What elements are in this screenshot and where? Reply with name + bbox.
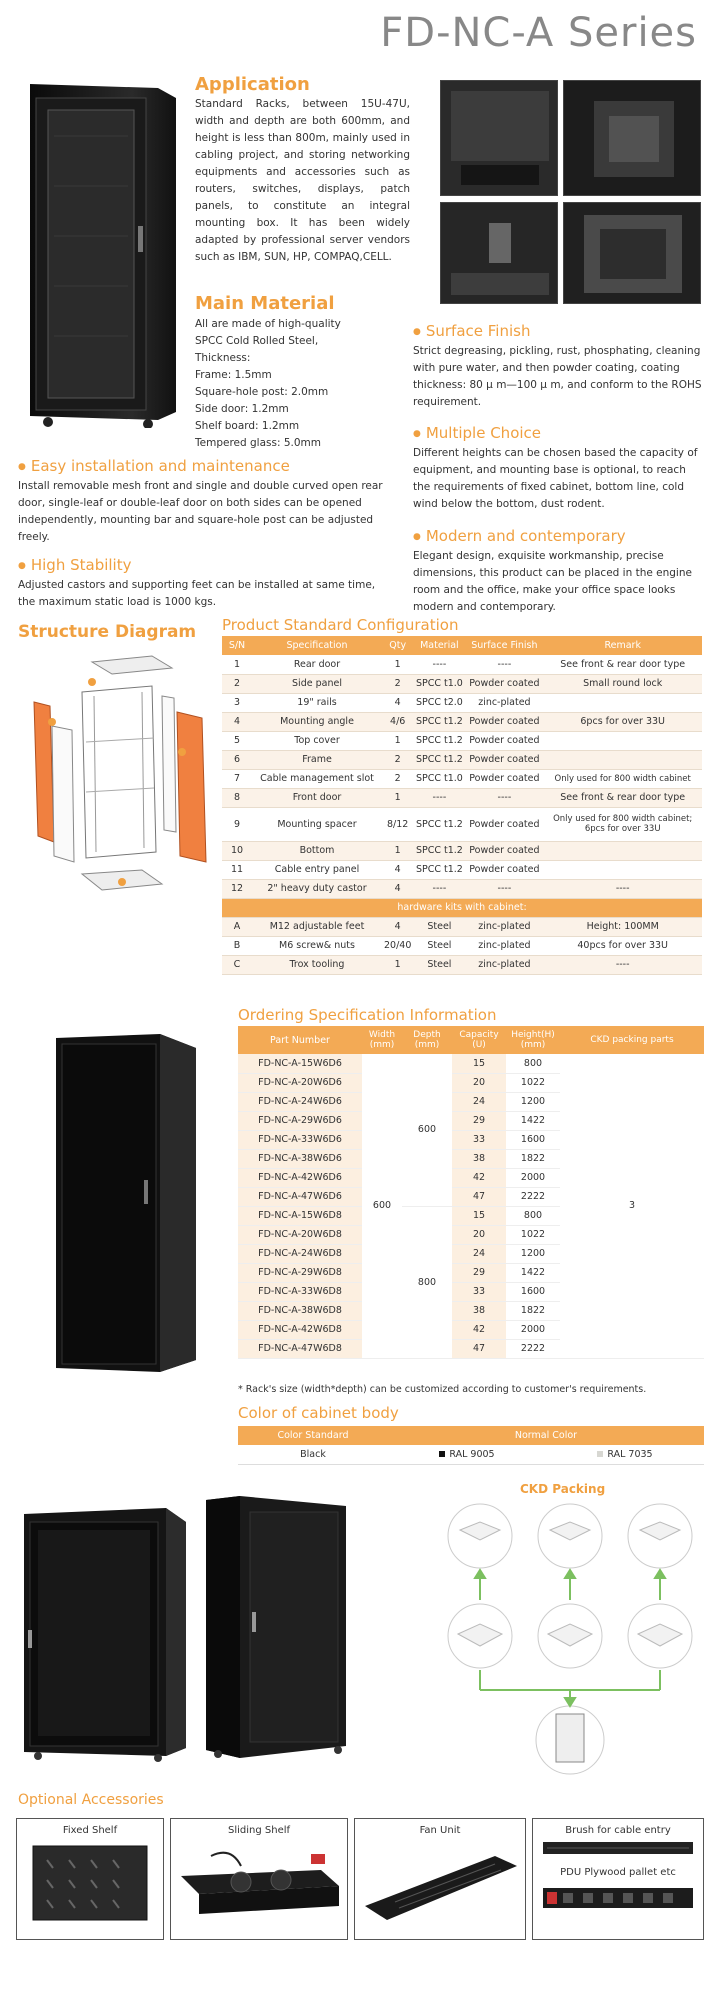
table-row: FD-NC-A-33W6D8 33 1600	[238, 1282, 704, 1301]
material-line: Square-hole post: 2.0mm	[195, 386, 329, 398]
material-line: SPCC Cold Rolled Steel,	[195, 335, 319, 347]
accessory-fixed-shelf: Fixed Shelf	[16, 1818, 164, 1940]
table-row: 1 Rear door 1 ---- ---- See front & rear door type	[222, 655, 702, 674]
ordering-heading: Ordering Specification Information	[238, 1006, 497, 1024]
table-row: FD-NC-A-20W6D6 20 1022	[238, 1073, 704, 1092]
table-row: 4 Mounting angle 4/6 SPCC t1.2 Powder coated 6pcs for over 33U	[222, 712, 702, 731]
col-depth: Depth (mm)	[402, 1026, 452, 1054]
table-row: FD-NC-A-15W6D6 600 600 15 800 3	[238, 1054, 704, 1073]
col-capacity: Capacity (U)	[452, 1026, 506, 1054]
table-row: 8 Front door 1 ---- ---- See front & rear door type	[222, 788, 702, 807]
table-row: FD-NC-A-42W6D8 42 2000	[238, 1320, 704, 1339]
col-qty: Qty	[382, 636, 413, 655]
swatch-ral-7035	[597, 1451, 603, 1457]
material-line: Tempered glass: 5.0mm	[195, 437, 321, 449]
table-row: C Trox tooling 1 Steel zinc-plated ----	[222, 955, 702, 974]
material-line: All are made of high-quality	[195, 318, 341, 330]
material-line: Side door: 1.2mm	[195, 403, 289, 415]
swatch-ral-9005	[439, 1451, 445, 1457]
table-row: 2 Side panel 2 SPCC t1.0 Powder coated Small round lock	[222, 674, 702, 693]
table-row: 3 19" rails 4 SPCC t2.0 zinc-plated	[222, 693, 702, 712]
multiple-choice-heading: ● Multiple Choice	[413, 424, 541, 442]
ordering-note: * Rack's size (width*depth) can be customized according to customer's requirements.	[238, 1384, 647, 1395]
depth-600: 600	[402, 1054, 452, 1206]
cabinet-photo-main	[8, 76, 184, 428]
ckd-heading: CKD Packing	[520, 1482, 606, 1496]
table-row: B M6 screw& nuts 20/40 Steel zinc-plated 40pcs for over 33U	[222, 936, 702, 955]
table-row: FD-NC-A-38W6D6 38 1822	[238, 1149, 704, 1168]
config-table-wrap	[222, 636, 702, 975]
modern-text: Elegant design, exquisite workmanship, precise dimensions, this product can be placed in the engine room and the office, make your office space looks modern and contemporary.	[413, 550, 692, 613]
table-row: 9 Mounting spacer 8/12 SPCC t1.2 Powder coated Only used for 800 width cabinet; 6pcs for over 33U	[222, 807, 702, 841]
cabinet-photo-front	[18, 1500, 188, 1762]
easy-install-text: Install removable mesh front and single and double curved open rear door, single-leaf or double-leaf door on both sides can be opened independently, mounting bar and square-hole post can be adjusted freely.	[18, 480, 383, 543]
col-color-standard: Color Standard	[238, 1426, 388, 1445]
surface-finish-text: Strict degreasing, pickling, rust, phosphating, cleaning with pure water, and then powder coating, coating thickness: 80 μ m—100 μ m, and conform to the ROHS requirement.	[413, 345, 702, 408]
structure-heading: Structure Diagram	[18, 622, 197, 642]
color-heading: Color of cabinet body	[238, 1404, 399, 1422]
accessories-heading: Optional Accessories	[18, 1792, 164, 1808]
table-row: 11 Cable entry panel 4 SPCC t1.2 Powder coated	[222, 860, 702, 879]
accessory-pdu-pallet-label: PDU Plywood pallet etc	[560, 1867, 676, 1878]
col-spec: Specification	[252, 636, 382, 655]
ckd-packing-diagram	[440, 1500, 702, 1780]
cabinet-photo-side	[198, 1492, 348, 1762]
table-row: 7 Cable management slot 2 SPCC t1.0 Powder coated Only used for 800 width cabinet	[222, 769, 702, 788]
main-material-list	[195, 316, 395, 452]
table-row: 12 2" heavy duty castor 4 ---- ---- ----	[222, 879, 702, 898]
accessory-sliding-shelf: Sliding Shelf	[170, 1818, 348, 1940]
application-text: Standard Racks, between 15U-47U, width and depth are both 600mm, and height is less than 800m, mainly used in cabling project, and storing networking equipments and accessories such as routers, switches, displays, patch panels, to constitute an integral mounting box. It has been widely adapted by professional server vendors such as IBM, SUN, HP, COMPAQ,CELL.	[195, 98, 410, 263]
high-stability-heading: ● High Stability	[18, 556, 131, 574]
cabinet-photo-closed	[48, 1030, 198, 1375]
table-row: 6 Frame 2 SPCC t1.2 Powder coated	[222, 750, 702, 769]
kits-header-row: hardware kits with cabinet:	[222, 898, 702, 917]
table-row: 10 Bottom 1 SPCC t1.2 Powder coated	[222, 841, 702, 860]
col-finish: Surface Finish	[465, 636, 543, 655]
multiple-choice-text: Different heights can be chosen based the capacity of equipment, and mounting base is optional, to reach the requirements of fixed cabinet, bottom line, cold wind below the bottom, dust rodent.	[413, 447, 698, 510]
ordering-table-wrap	[238, 1026, 704, 1359]
main-material-heading: Main Material	[195, 293, 335, 314]
table-row: FD-NC-A-47W6D8 47 2222	[238, 1339, 704, 1358]
material-line: Shelf board: 1.2mm	[195, 420, 300, 432]
page-title: FD-NC-A Series	[380, 10, 697, 56]
table-row: Black RAL 9005 RAL 7035	[238, 1445, 704, 1464]
ordering-table	[238, 1026, 704, 1359]
table-row: FD-NC-A-24W6D6 24 1200	[238, 1092, 704, 1111]
table-row: FD-NC-A-29W6D6 29 1422	[238, 1111, 704, 1130]
col-height: Height(H) (mm)	[506, 1026, 560, 1054]
width-value: 600	[362, 1054, 402, 1358]
col-normal-color: Normal Color	[388, 1426, 704, 1445]
application-heading: Application	[195, 74, 310, 95]
high-stability-text: Adjusted castors and supporting feet can be installed at same time, the maximum static load is 1000 kgs.	[18, 579, 376, 608]
detail-photo-2	[563, 80, 701, 196]
detail-photo-3	[440, 202, 558, 304]
accessory-brush-cable-entry: Brush for cable entry PDU Plywood pallet etc	[532, 1818, 704, 1940]
col-material: Material	[413, 636, 465, 655]
col-sn: S/N	[222, 636, 252, 655]
detail-photo-4	[563, 202, 701, 304]
table-row: FD-NC-A-47W6D6 47 2222	[238, 1187, 704, 1206]
easy-install-heading: ● Easy installation and maintenance	[18, 457, 290, 475]
surface-finish-heading: ● Surface Finish	[413, 322, 530, 340]
depth-800: 800	[402, 1206, 452, 1358]
col-ckd: CKD packing parts	[560, 1026, 704, 1054]
table-row: FD-NC-A-42W6D6 42 2000	[238, 1168, 704, 1187]
col-width: Width (mm)	[362, 1026, 402, 1054]
color-table-wrap	[238, 1426, 704, 1465]
table-row: FD-NC-A-20W6D8 20 1022	[238, 1225, 704, 1244]
structure-diagram-image	[22, 652, 212, 917]
col-remark: Remark	[543, 636, 702, 655]
table-row: FD-NC-A-33W6D6 33 1600	[238, 1130, 704, 1149]
color-table	[238, 1426, 704, 1465]
table-row: 5 Top cover 1 SPCC t1.2 Powder coated	[222, 731, 702, 750]
table-row: FD-NC-A-38W6D8 38 1822	[238, 1301, 704, 1320]
col-part-number: Part Number	[238, 1026, 362, 1054]
modern-heading: ● Modern and contemporary	[413, 527, 626, 545]
table-row: FD-NC-A-29W6D8 29 1422	[238, 1263, 704, 1282]
material-line: Thickness:	[195, 352, 251, 364]
table-row: A M12 adjustable feet 4 Steel zinc-plated Height: 100MM	[222, 917, 702, 936]
ckd-value: 3	[560, 1054, 704, 1358]
detail-photo-1	[440, 80, 558, 196]
config-table	[222, 636, 702, 975]
config-heading: Product Standard Configuration	[222, 616, 459, 634]
material-line: Frame: 1.5mm	[195, 369, 272, 381]
table-row: FD-NC-A-24W6D8 24 1200	[238, 1244, 704, 1263]
accessory-fan-unit: Fan Unit	[354, 1818, 526, 1940]
table-row: FD-NC-A-15W6D8 800 15 800	[238, 1206, 704, 1225]
